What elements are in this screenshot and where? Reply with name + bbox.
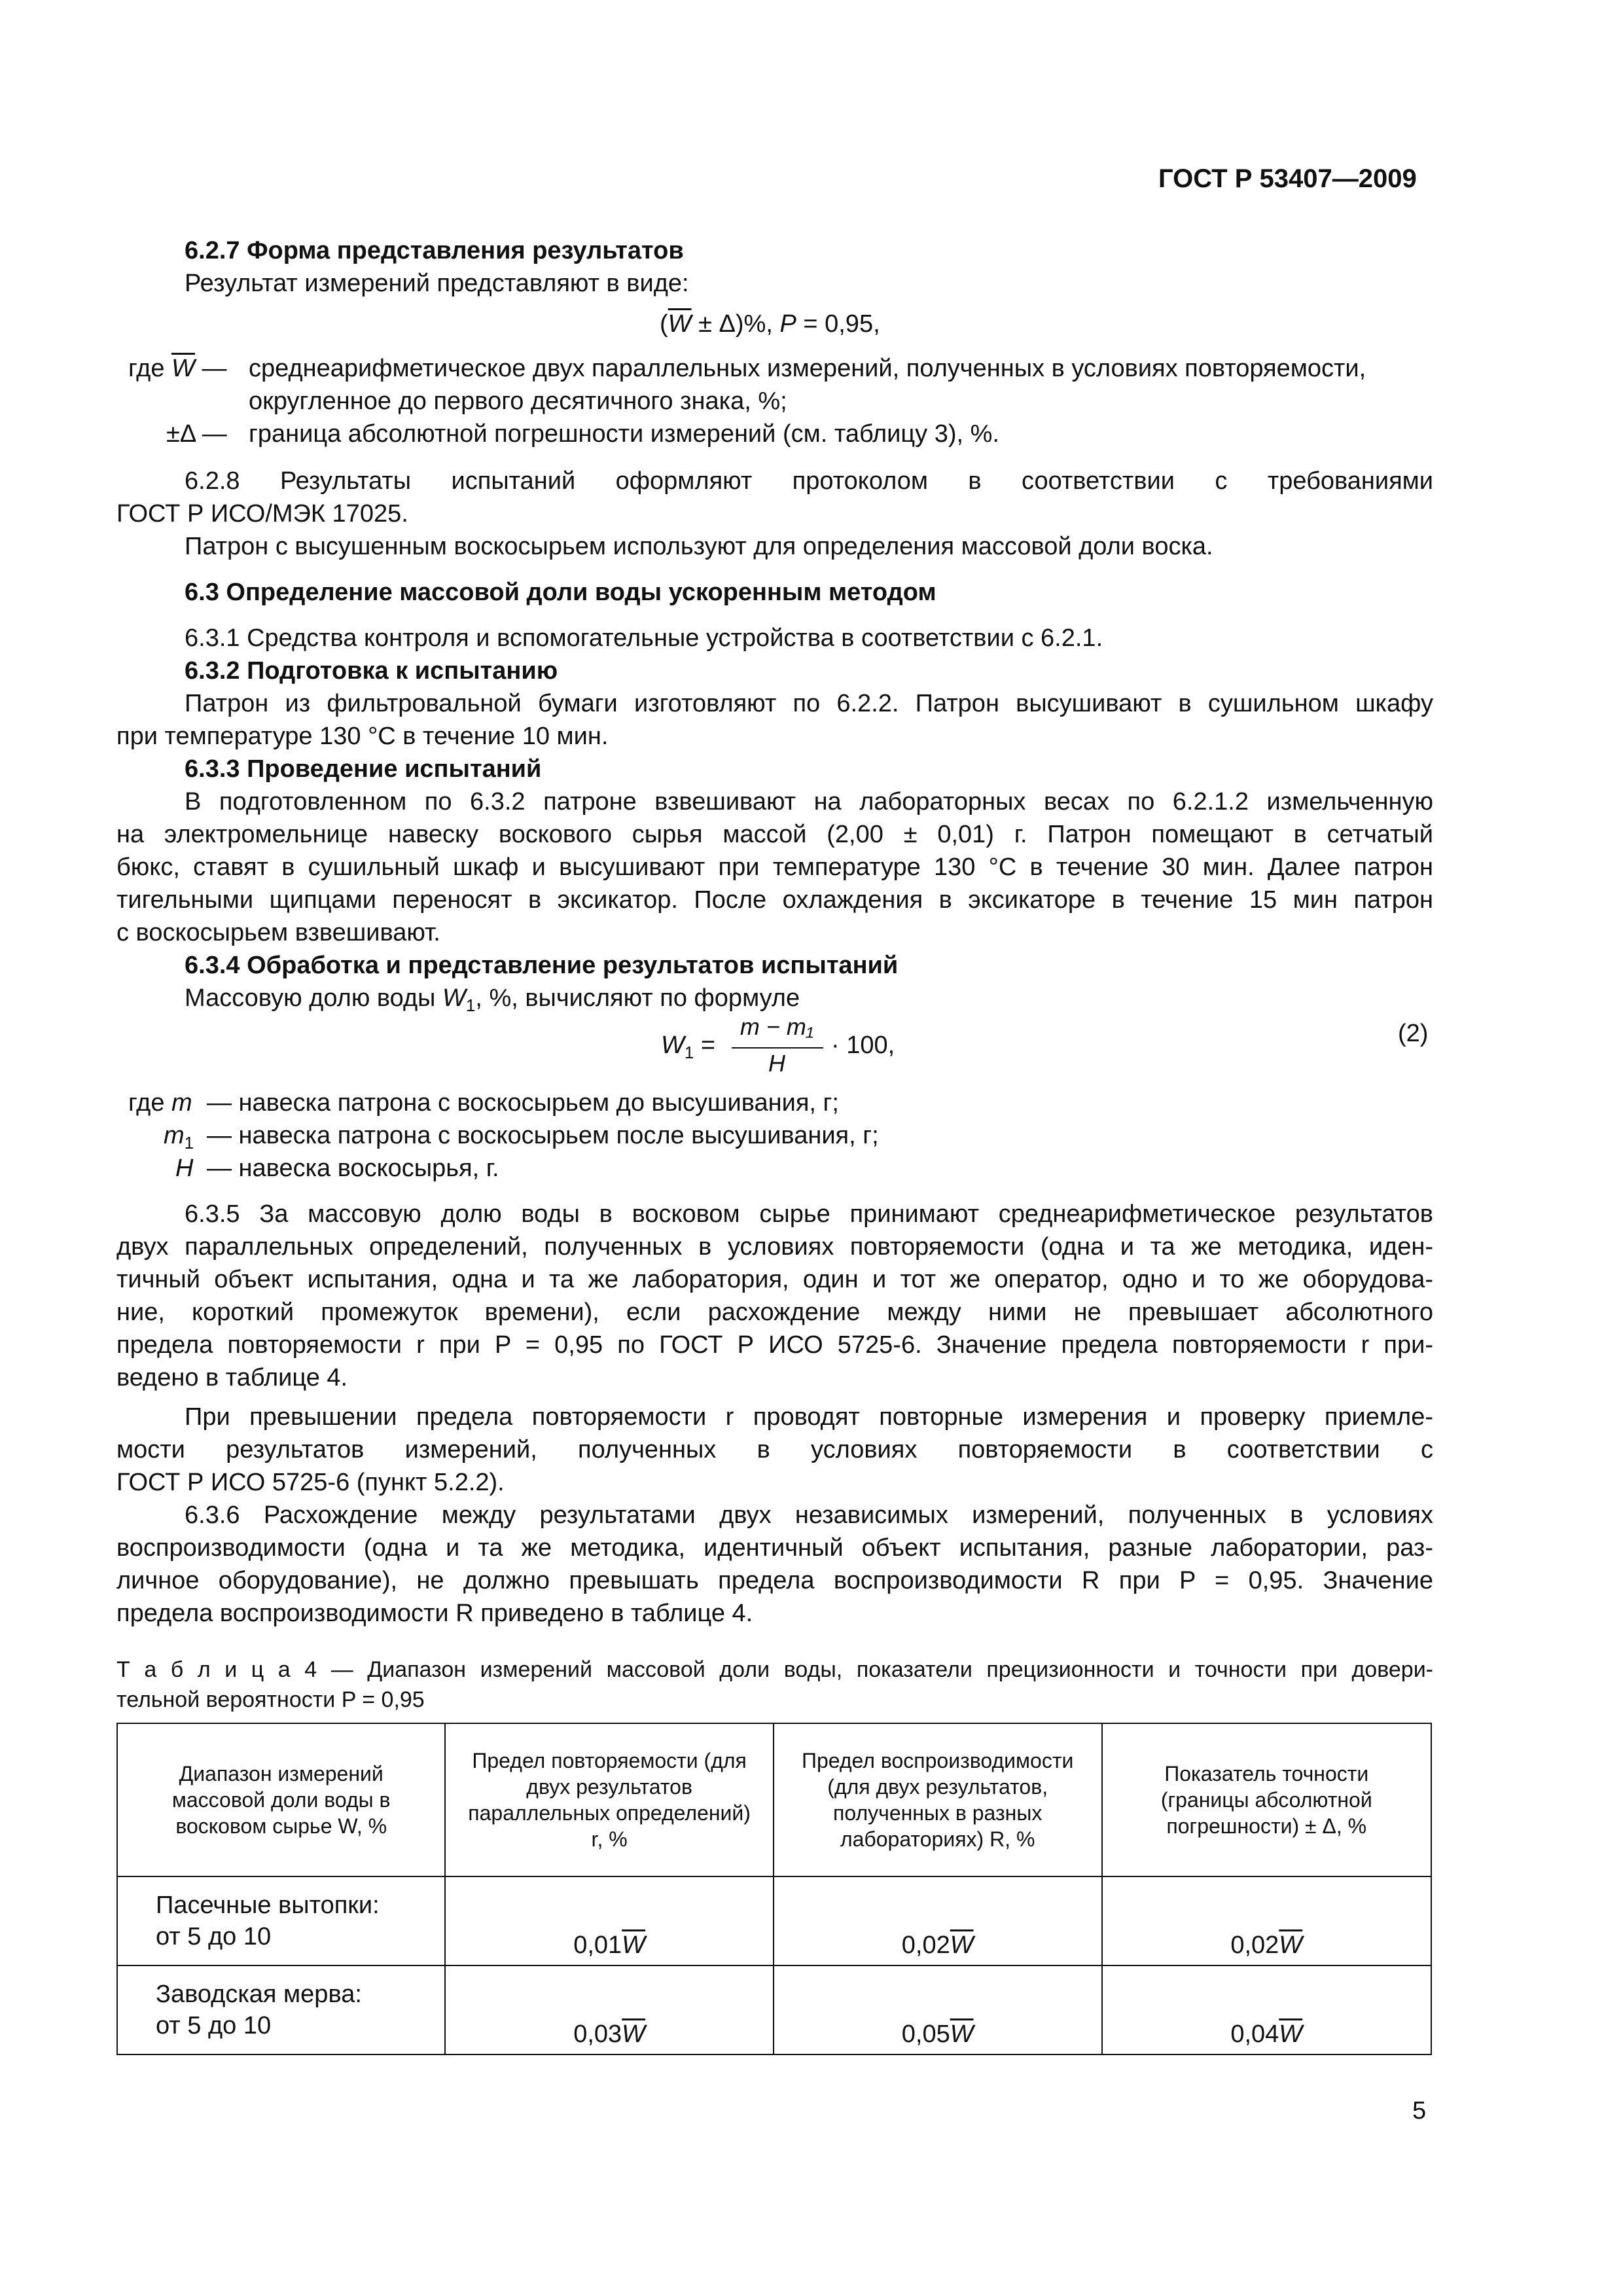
paragraph-6-3-3-line1: В подготовленном по 6.3.2 патроне взвешивают на лабораторных весах по 6.2.1.2 измельченную <box>185 788 1433 816</box>
formula-2-fraction <box>728 1013 826 1085</box>
paragraph-6-3-5-line4: ние, короткий промежуток времени), если расхождение между ними не превышает абсолютного <box>116 1299 1433 1326</box>
table-row <box>117 1876 1431 1965</box>
paragraph-6-2-8: 6.2.8 Результаты испытаний оформляют протоколом в соответствии с требованиями <box>185 467 1433 495</box>
paragraph-6-3-5-line3: тичный объект испытания, одна и та же лаборатория, один и тот же оператор, одно и то же оборудова- <box>116 1266 1433 1293</box>
paragraph-6-3-3-line4: тигельными щипцами переносят в эксикатор. После охлаждения в эксикаторе в течение 15 мин патрон <box>116 886 1433 914</box>
result-formula: $(\overline{W} \pm \Delta)\%$, P = 0,95, <box>660 310 880 338</box>
table-header-reproducibility: Предел воспроизводимости (для двух результатов, полученных в разных лабораториях) R, % <box>774 1723 1102 1876</box>
paragraph-6-3-5-line5: предела повторяемости r при P = 0,95 по ГОСТ Р ИСО 5725-6. Значение предела повторяемости r при- <box>116 1331 1433 1359</box>
table-cell-range: Заводская мерва: от 5 до 10 <box>117 1965 445 2054</box>
paragraph-6-3-3-line2: на электромельнице навеску воскового сырья массой (2,00 ± 0,01) г. Патрон помещают в сетчатый <box>116 821 1433 848</box>
paragraph-6-3-3-line3: бюкс, ставят в сушильный шкаф и высушивают при температуре 130 °С в течение 30 мин. Далее патрон <box>116 853 1433 881</box>
table-4-caption-cont: тельной вероятности P = 0,95 <box>116 1687 425 1712</box>
paragraph-repeatability-line2: мости результатов измерений, полученных в условиях повторяемости в соответствии с <box>116 1436 1433 1463</box>
formula-2-numerator: m − m₁ <box>740 1013 814 1040</box>
table-header-range: Диапазон измерений массовой доли воды в восковом сырье W, % <box>117 1723 445 1876</box>
paragraph-repeatability-line1: При превышении предела повторяемости r проводят повторные измерения и проверку приемле- <box>185 1403 1433 1431</box>
table-4 <box>116 1723 1432 2055</box>
definition-text-w: среднеарифметическое двух параллельных измерений, полученных в условиях повторяемости, <box>249 355 1366 382</box>
table-cell-repeatability: $0,03\overline{W}$ <box>445 1965 773 2054</box>
section-heading-6-3-4: 6.3.4 Обработка и представление результатов испытаний <box>185 952 899 979</box>
definition-text-m: — навеска патрона с воскосырьем до высушивания, г; <box>207 1089 839 1117</box>
table-cell-accuracy: $0,02\overline{W}$ <box>1102 1876 1432 1965</box>
paragraph-cartridge: Патрон с высушенным воскосырьем используют для определения массовой доли воска. <box>185 533 1213 560</box>
table-cell-accuracy: $0,04\overline{W}$ <box>1102 1965 1432 2054</box>
paragraph-6-2-8-cont: ГОСТ Р ИСО/МЭК 17025. <box>116 500 408 528</box>
section-heading-6-3-3: 6.3.3 Проведение испытаний <box>185 755 542 783</box>
document-id-header: ГОСТ Р 53407—2009 <box>1158 164 1417 193</box>
paragraph-repeatability-line3: ГОСТ Р ИСО 5725-6 (пункт 5.2.2). <box>116 1469 505 1496</box>
page-number: 5 <box>1412 2097 1427 2125</box>
paragraph-intro: Результат измерений представляют в виде: <box>185 270 689 297</box>
definition-text-delta: граница абсолютной погрешности измерений (см. таблицу 3), %. <box>249 420 999 448</box>
definition-symbol-delta: ±Δ — <box>166 420 227 448</box>
table-cell-range: Пасечные вытопки: от 5 до 10 <box>117 1876 445 1965</box>
formula-2-tail: · 100, <box>831 1031 895 1059</box>
paragraph-6-3-4: Массовую долю воды $W_1$, %, вычисляют по формуле <box>185 984 800 1015</box>
paragraph-6-3-1: 6.3.1 Средства контроля и вспомогательные устройства в соответствии с 6.2.1. <box>185 624 1103 652</box>
section-heading-6-3: 6.3 Определение массовой доли воды ускоренным методом <box>185 579 936 606</box>
definition-text-h: — навеска воскосырья, г. <box>207 1155 499 1182</box>
paragraph-6-3-2: Патрон из фильтровальной бумаги изготовляют по 6.2.2. Патрон высушивают в сушильном шкафу <box>185 690 1433 717</box>
table-header-row <box>117 1723 1431 1876</box>
paragraph-6-3-6-line3: личное оборудование), не должно превышать предела воспроизводимости R при P = 0,95. Значение <box>116 1567 1433 1594</box>
paragraph-6-3-6-line1: 6.3.6 Расхождение между результатами двух независимых измерений, полученных в условиях <box>185 1501 1433 1529</box>
paragraph-6-3-5-line6: ведено в таблице 4. <box>116 1364 348 1391</box>
definition-symbol-m: где m <box>128 1089 192 1117</box>
formula-2-number: (2) <box>1398 1020 1429 1047</box>
definition-text-m1: — навеска патрона с воскосырьем после высушивания, г; <box>207 1122 879 1149</box>
table-cell-reproducibility: $0,02\overline{W}$ <box>774 1876 1102 1965</box>
paragraph-6-3-5-line1: 6.3.5 За массовую долю воды в восковом сырье принимают среднеарифметическое результатов <box>185 1200 1433 1228</box>
paragraph-6-3-5-line2: двух параллельных определений, полученных в условиях повторяемости (одна и та же методика, иден- <box>116 1233 1433 1261</box>
formula-2-denominator: H <box>768 1050 785 1077</box>
table-4-caption: Т а б л и ц а 4 — Диапазон измерений массовой доли воды, показатели прецизионности и точности при довери- <box>116 1657 1434 1682</box>
section-heading-6-2-7: 6.2.7 Форма представления результатов <box>185 237 684 264</box>
paragraph-6-3-3-line5: с воскосырьем взвешивают. <box>116 919 440 946</box>
definition-text-w-cont: округленное до первого десятичного знака, %; <box>249 387 787 415</box>
definition-symbol-w: где $\overline{W}$ — <box>128 355 227 382</box>
paragraph-6-3-6-line4: предела воспроизводимости R приведено в таблице 4. <box>116 1600 753 1627</box>
fraction-bar <box>732 1047 823 1049</box>
definition-symbol-h: H <box>175 1155 194 1182</box>
table-cell-reproducibility: $0,05\overline{W}$ <box>774 1965 1102 2054</box>
table-row <box>117 1965 1431 2054</box>
formula-2-lhs: $W_1$ = <box>661 1031 716 1062</box>
table-header-repeatability: Предел повторяемости (для двух результатов параллельных определений) r, % <box>445 1723 773 1876</box>
section-heading-6-3-2: 6.3.2 Подготовка к испытанию <box>185 657 558 685</box>
table-cell-repeatability: $0,01\overline{W}$ <box>445 1876 773 1965</box>
table-header-accuracy: Показатель точности (границы абсолютной погрешности) ± Δ, % <box>1102 1723 1432 1876</box>
paragraph-6-3-6-line2: воспроизводимости (одна и та же методика, идентичный объект испытания, разные лаборатории, раз- <box>116 1534 1433 1562</box>
paragraph-6-3-2-cont: при температуре 130 °С в течение 10 мин. <box>116 723 609 750</box>
definition-symbol-m1: $m_1$ <box>164 1122 194 1153</box>
